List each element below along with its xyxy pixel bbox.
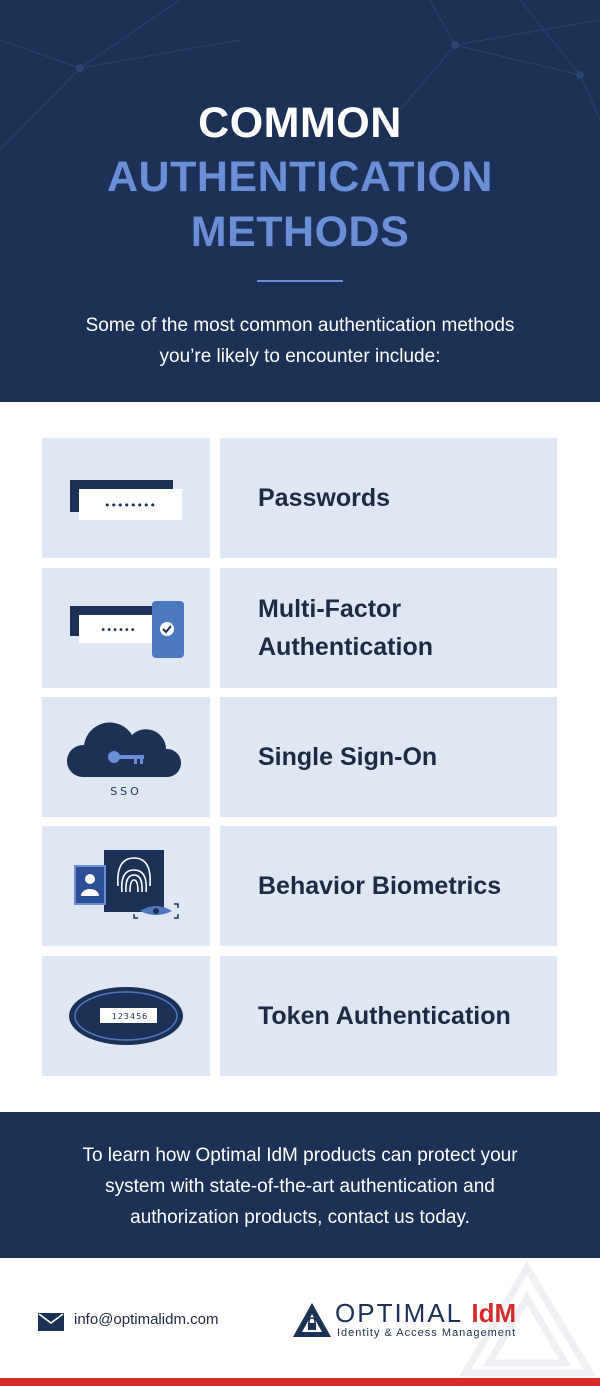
- svg-text:••••••••: ••••••••: [104, 499, 156, 512]
- method-label: Behavior Biometrics: [258, 872, 502, 900]
- method-label: Passwords: [258, 484, 391, 512]
- title-line-1: COMMON: [198, 99, 402, 147]
- optimal-logo-icon: [292, 1302, 332, 1338]
- cta-text: To learn how Optimal IdM products can protect your system with state-of-the-art authentication and authorization products, contact us today.: [82, 1145, 518, 1228]
- biometrics-icon-card: [42, 826, 210, 946]
- svg-text:123456: 123456: [111, 1012, 149, 1021]
- password-icon-card: [42, 438, 210, 558]
- method-label: Token Authentication: [258, 1002, 511, 1030]
- logo-name-text: OPTIMAL: [335, 1298, 463, 1328]
- method-label: Multi-Factor Authentication: [258, 595, 433, 661]
- title-line-3: METHODS: [190, 208, 410, 256]
- cloud-key-icon: [42, 697, 210, 817]
- mail-icon: [38, 1313, 64, 1331]
- svg-text:••••••: ••••••: [100, 625, 136, 636]
- method-label: Single Sign-On: [258, 743, 438, 771]
- method-row-sso: [220, 697, 557, 817]
- token-icon-card: [42, 956, 210, 1076]
- method-row-biometrics: [220, 826, 557, 946]
- token-device-icon: [42, 956, 210, 1076]
- logo-wordmark: [335, 1298, 516, 1329]
- sso-icon-card: [42, 697, 210, 817]
- fingerprint-eye-scan-icon: [42, 826, 210, 946]
- bottom-accent-bar: [0, 1378, 600, 1386]
- logo-tagline: Identity & Access Management: [337, 1327, 517, 1339]
- contact-email[interactable]: info@optimalidm.com: [74, 1311, 219, 1328]
- mfa-phone-check-icon: [42, 568, 210, 688]
- title-divider: [257, 280, 343, 282]
- password-field-icon: [42, 438, 210, 558]
- title-line-2: AUTHENTICATION: [106, 153, 493, 201]
- mfa-icon-card: [42, 568, 210, 688]
- hero-banner: [0, 0, 600, 402]
- method-row-passwords: [220, 438, 557, 558]
- intro-text: Some of the most common authentication methods you’re likely to encounter include:: [85, 315, 515, 367]
- method-row-token: [220, 956, 557, 1076]
- method-row-mfa: [220, 568, 557, 688]
- logo-idm-text: IdM: [471, 1298, 517, 1328]
- svg-text:SSO: SSO: [110, 785, 142, 798]
